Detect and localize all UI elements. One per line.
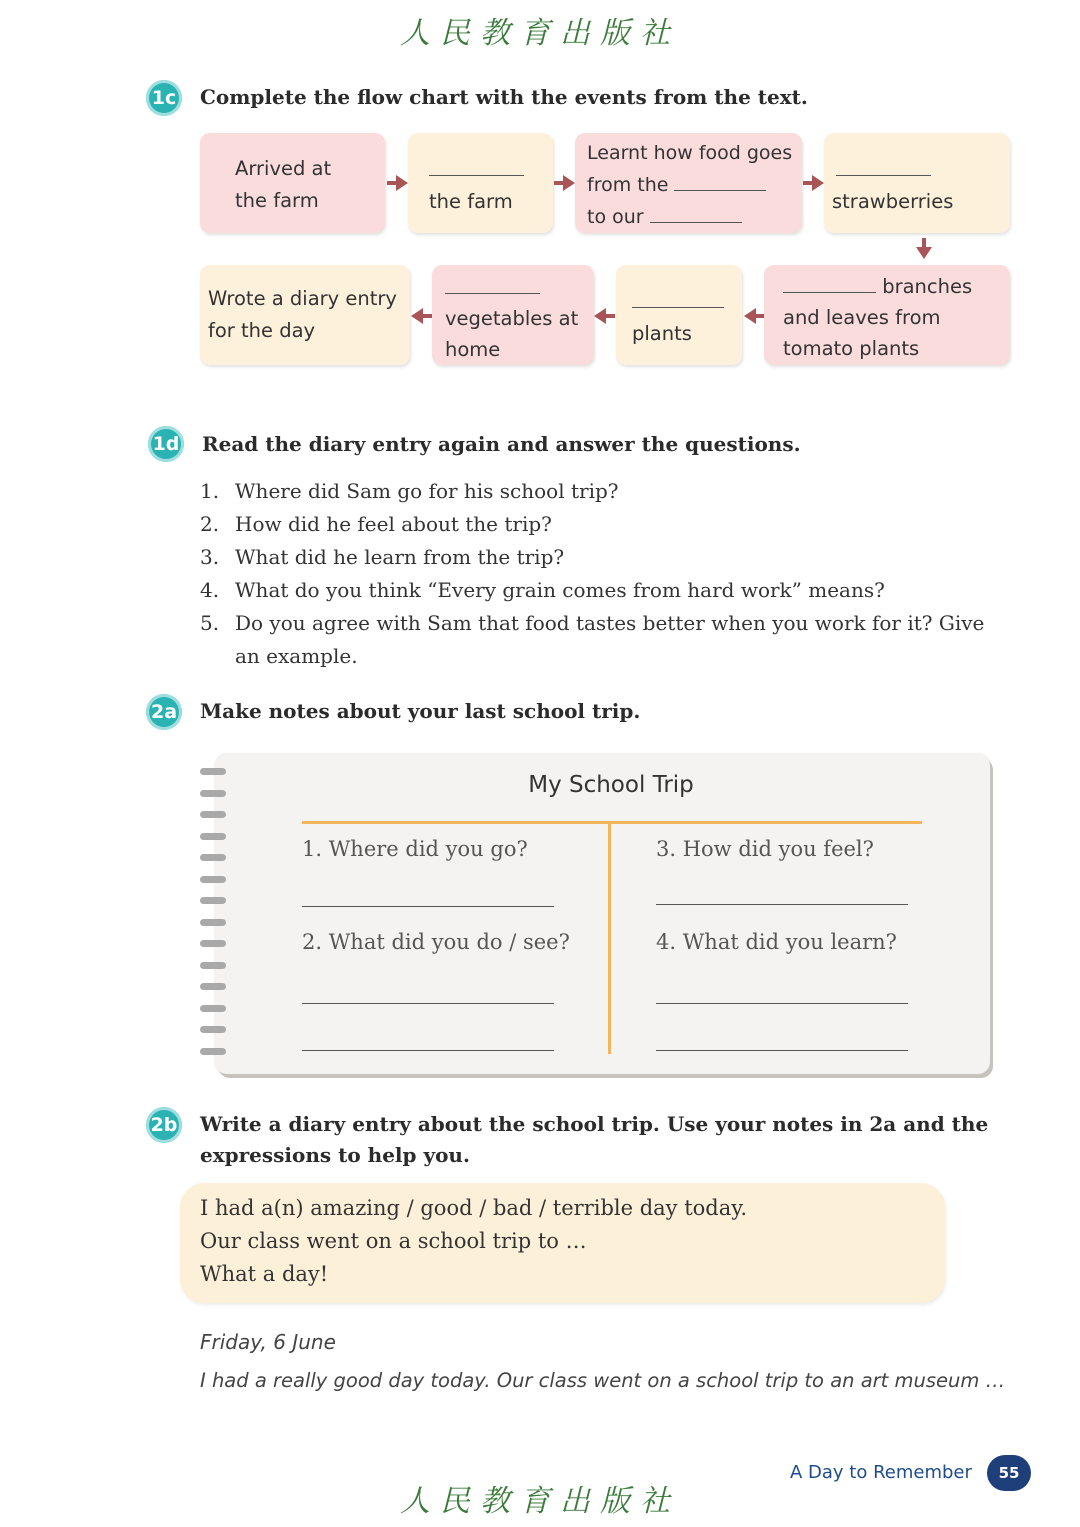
- question-number: 3.: [200, 545, 220, 569]
- exercise-badge-1d: 1d: [148, 426, 184, 462]
- notebook-spiral: [200, 768, 226, 1055]
- list-item: [200, 475, 1020, 508]
- flow-box-arrived: [200, 133, 385, 233]
- publisher-watermark-bottom: 人民教育出版社: [400, 1484, 680, 1519]
- flow-box-text: tomato plants: [783, 337, 920, 360]
- flow-box-text: vegetables at: [445, 307, 579, 330]
- question-text: What do you think “Every grain comes from hard work” means?: [235, 578, 885, 602]
- flow-box-text: Learnt how food goes: [587, 142, 793, 164]
- notebook-divider-horizontal: [302, 821, 922, 824]
- flow-box-text: home: [445, 338, 501, 361]
- question-number: 2.: [200, 512, 220, 536]
- list-item: [200, 640, 1020, 673]
- question-list: [200, 475, 1020, 673]
- question-text: an example.: [235, 644, 358, 668]
- instruction-2b-line1: Write a diary entry about the school trip. Use your notes in 2a and the: [200, 1112, 989, 1136]
- question-text: What did he learn from the trip?: [235, 545, 565, 569]
- answer-line[interactable]: [656, 1050, 908, 1051]
- arrow-left-icon: [594, 306, 616, 326]
- flow-box-vegetables: [432, 265, 594, 365]
- answer-line[interactable]: [656, 904, 908, 905]
- fill-blank[interactable]: [632, 285, 724, 308]
- answer-line[interactable]: [302, 1003, 554, 1004]
- diary-date: Friday, 6 June: [200, 1330, 336, 1354]
- question-text: How did he feel about the trip?: [235, 512, 552, 536]
- arrow-left-icon: [744, 306, 766, 326]
- question-number: 5.: [200, 611, 220, 635]
- note-question-3: 3. How did you feel?: [656, 837, 874, 861]
- note-question-1: 1. Where did you go?: [302, 837, 528, 861]
- instruction-2a: Make notes about your last school trip.: [200, 699, 641, 723]
- notebook-divider-vertical: [608, 822, 611, 1054]
- arrow-down-icon: [914, 238, 934, 260]
- flow-box-text: and leaves from: [783, 306, 941, 329]
- answer-line[interactable]: [302, 1050, 554, 1051]
- arrow-right-icon: [554, 173, 576, 193]
- flow-box-text: for the day: [208, 319, 316, 342]
- flow-box-branches: [764, 265, 1010, 365]
- flow-box-text: to our: [587, 206, 644, 228]
- question-number: 1.: [200, 479, 220, 503]
- expression-line: What a day!: [200, 1262, 329, 1286]
- fill-blank[interactable]: [429, 153, 524, 176]
- list-item: [200, 508, 1020, 541]
- expression-line: Our class went on a school trip to …: [200, 1229, 587, 1253]
- list-item: [200, 574, 1020, 607]
- flow-box-text: Wrote a diary entry: [208, 287, 397, 310]
- note-question-2: 2. What did you do / see?: [302, 930, 570, 954]
- flow-box-text: the farm: [429, 190, 513, 213]
- unit-title: A Day to Remember: [790, 1462, 972, 1483]
- answer-line[interactable]: [302, 906, 554, 907]
- answer-line[interactable]: [656, 1003, 908, 1004]
- page-number: 55: [987, 1455, 1031, 1491]
- fill-blank[interactable]: [445, 271, 540, 294]
- arrow-right-icon: [803, 173, 825, 193]
- publisher-watermark-top: 人民教育出版社: [400, 16, 680, 51]
- notebook-title: My School Trip: [528, 772, 694, 798]
- question-text: Do you agree with Sam that food tastes better when you work for it? Give: [235, 611, 985, 635]
- flow-box-text: from the: [587, 174, 669, 196]
- fill-blank[interactable]: [650, 200, 742, 223]
- expression-line: I had a(n) amazing / good / bad / terrible day today.: [200, 1196, 748, 1220]
- flow-box-text: the farm: [235, 189, 319, 212]
- flow-box-text: strawberries: [832, 190, 954, 213]
- diary-sample-text: I had a really good day today. Our class went on a school trip to an art museum …: [200, 1369, 1006, 1392]
- instruction-1c: Complete the flow chart with the events from the text.: [200, 85, 808, 109]
- list-item: [200, 541, 1020, 574]
- flow-box-text: branches: [882, 275, 973, 298]
- arrow-right-icon: [387, 173, 409, 193]
- flow-box-learnt: [575, 133, 802, 233]
- flow-box-text: Arrived at: [235, 157, 332, 180]
- question-number: 4.: [200, 578, 220, 602]
- flow-box-plants: [616, 265, 742, 365]
- flow-box-blank-farm: [408, 133, 553, 233]
- fill-blank[interactable]: [836, 153, 931, 176]
- exercise-badge-2a: 2a: [146, 694, 182, 730]
- note-question-4: 4. What did you learn?: [656, 930, 897, 954]
- question-text: Where did Sam go for his school trip?: [235, 479, 619, 503]
- flow-box-diary: [200, 265, 410, 365]
- instruction-2b-line2: expressions to help you.: [200, 1143, 470, 1167]
- notebook-card: [215, 754, 990, 1074]
- instruction-1d: Read the diary entry again and answer the questions.: [202, 432, 801, 456]
- arrow-left-icon: [411, 306, 433, 326]
- list-item: [200, 607, 1020, 640]
- flow-box-text: plants: [632, 322, 692, 345]
- exercise-badge-1c: 1c: [146, 80, 182, 116]
- fill-blank[interactable]: [674, 168, 766, 191]
- fill-blank[interactable]: [783, 270, 876, 293]
- exercise-badge-2b: 2b: [146, 1107, 182, 1143]
- flow-box-strawberries: [824, 133, 1010, 233]
